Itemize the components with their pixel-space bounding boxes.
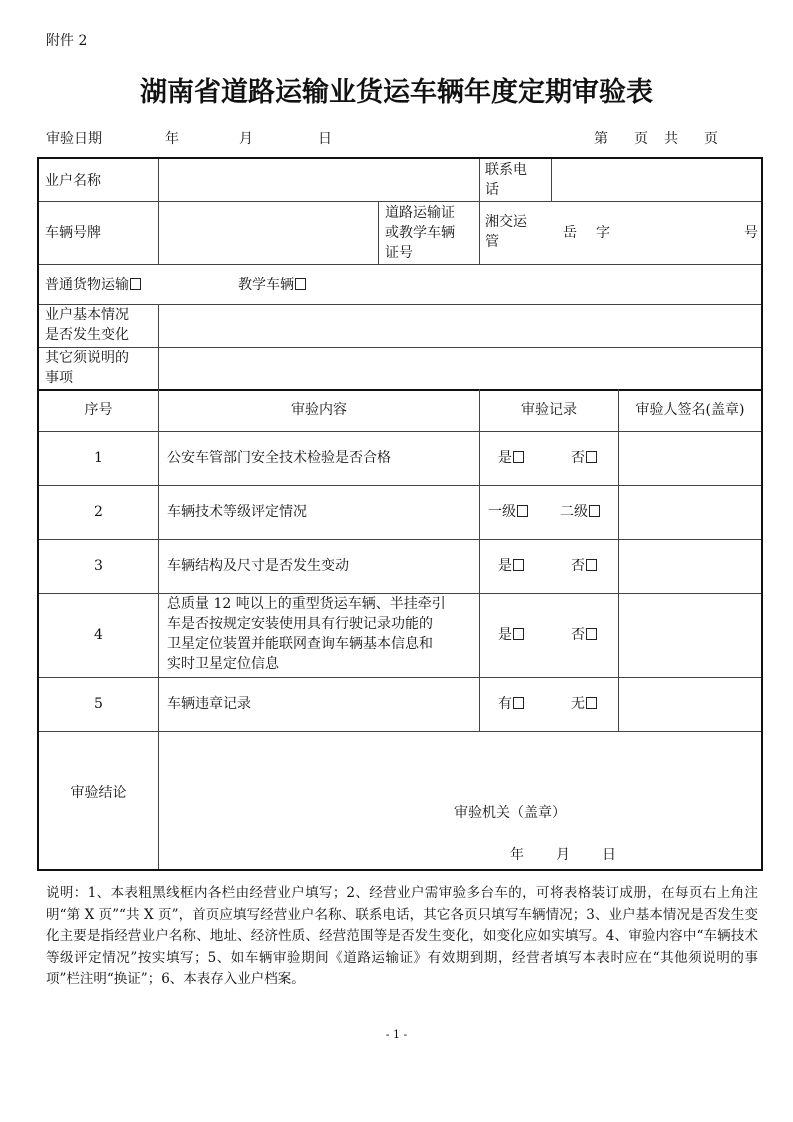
conclusion-month[interactable]: 月 [556,847,570,863]
permit-zi: 字 [596,225,610,241]
item-5-signature[interactable] [619,678,761,731]
checkbox-icon[interactable] [586,628,597,640]
plate-label: 车辆号牌 [45,225,101,241]
phone-label-line1: 联系电 [485,162,527,178]
header-record: 审验记录 [521,402,577,418]
item-4-opt1[interactable] [498,625,524,645]
permit-label-line1: 道路运输证 [385,205,455,221]
permit-hao: 号 [744,225,758,241]
checkbox-icon[interactable] [513,697,524,709]
item-2-opt2[interactable] [560,502,600,522]
checkbox-icon[interactable] [589,505,600,517]
conclusion-label: 审验结论 [70,785,127,801]
row-divider [39,201,761,202]
item-4-signature[interactable] [619,594,761,677]
item-5-opt1[interactable] [498,694,524,714]
option-label: 是 [498,627,512,643]
conclusion-year[interactable]: 年 [510,847,524,863]
item-3-opt1[interactable] [498,556,524,576]
checkbox-icon[interactable] [513,628,524,640]
other-label-line2: 事项 [45,370,73,386]
instructions-note: 说明：1、本表粗黑线框内各栏由经营业户填写；2、经营业户需审验多台车的，可将表格装订成册，在每页右上角注明“第 X 页”“共 X 页”，首页应填写经营业户名称、联系电话，其它各页只填写车辆情况；3、业户基本情况是否发生变化主要是指经营业户名称、地址、经济性质、经营范围等是否发生变化，如变化应如实填写。4、审验内容中“车辆技术等级评定情况”按实填写；5、如车辆审验期间《道路运输证》有效期到期，经营者填写本表时应在“其他须说明的事项”栏注明“换证”；6、本表存入业户档案。 [46,885,758,987]
page-title: 湖南省道路运输业货运车辆年度定期审验表 [140,77,653,108]
phone-field[interactable] [552,159,761,201]
item-2-signature[interactable] [619,486,761,539]
item-3-signature[interactable] [619,540,761,593]
item-2-no: 2 [94,504,103,520]
checkbox-icon[interactable] [513,451,524,463]
audit-form-table [37,157,763,871]
type-teaching-checkbox[interactable] [238,275,306,295]
col-divider [479,159,480,264]
col-divider [378,201,379,264]
checkbox-icon[interactable] [295,278,306,290]
checkbox-icon[interactable] [513,559,524,571]
owner-name-label: 业户名称 [45,173,101,189]
option-label: 是 [498,450,512,466]
col-divider [479,389,480,731]
other-label-line1: 其它须说明的 [45,350,129,366]
header-no: 序号 [84,402,113,418]
permit-yue: 岳 [563,225,577,241]
date-year[interactable]: 年 [165,131,179,147]
type-teaching-label: 教学车辆 [238,277,294,293]
permit-prefix-line2: 管 [485,234,499,250]
item-1-opt1[interactable] [498,448,524,468]
attachment-label: 附件 2 [46,33,88,49]
change-label-line2: 是否发生变化 [45,327,129,343]
checkbox-icon[interactable] [586,451,597,463]
item-5-no: 5 [94,696,103,712]
checkbox-icon[interactable] [517,505,528,517]
item-4-content-line1: 总质量 12 吨以上的重型货运车辆、半挂牵引 [167,596,446,612]
option-label: 有 [498,696,512,712]
checkbox-icon[interactable] [130,278,141,290]
option-label: 是 [498,558,512,574]
item-4-content-line4: 实时卫星定位信息 [167,656,279,672]
item-4-no: 4 [94,627,103,643]
owner-name-field[interactable] [159,159,479,201]
header-signature: 审验人签名(盖章) [635,402,745,418]
date-day[interactable]: 日 [318,131,332,147]
plate-field[interactable] [159,202,378,264]
inspection-date-label: 审验日期 [46,131,102,147]
header-content: 审验内容 [291,402,347,418]
item-1-content: 公安车管部门安全技术检验是否合格 [167,450,391,466]
item-4-content-line2: 车是否按规定安装使用具有行驶记录功能的 [167,616,433,632]
item-5-content: 车辆违章记录 [167,696,251,712]
item-1-signature[interactable] [619,432,761,485]
page-total-unit: 页 [704,131,718,147]
option-label: 否 [571,627,585,643]
item-4-content-line3: 卫星定位装置并能联网查询车辆基本信息和 [167,636,433,652]
permit-prefix-line1: 湘交运 [485,214,527,230]
page-no-prefix: 第 [594,131,608,147]
date-month[interactable]: 月 [239,131,253,147]
item-1-opt2[interactable] [571,448,597,468]
row-divider [39,264,761,265]
thick-row-divider [39,389,761,391]
permit-label-line3: 证号 [385,245,413,261]
page-total-prefix: 共 [664,131,678,147]
option-label: 二级 [560,504,588,520]
option-label: 无 [571,696,585,712]
option-label: 否 [571,558,585,574]
other-field[interactable] [159,348,761,389]
page-number: - 1 - [385,1028,408,1041]
checkbox-icon[interactable] [586,697,597,709]
item-4-opt2[interactable] [571,625,597,645]
phone-label-line2: 话 [485,182,499,198]
item-2-opt1[interactable] [488,502,528,522]
type-general-label: 普通货物运输 [45,277,129,293]
conclusion-day[interactable]: 日 [602,847,616,863]
type-general-checkbox[interactable] [45,275,141,295]
option-label: 一级 [488,504,516,520]
change-field[interactable] [159,305,761,347]
change-label-line1: 业户基本情况 [45,307,129,323]
item-3-opt2[interactable] [571,556,597,576]
item-5-opt2[interactable] [571,694,597,714]
conclusion-field[interactable] [159,732,761,869]
item-2-content: 车辆技术等级评定情况 [167,504,307,520]
item-3-no: 3 [94,558,103,574]
permit-label-line2: 或教学车辆 [385,225,455,241]
conclusion-authority: 审验机关（盖章） [454,805,566,821]
item-1-no: 1 [94,450,103,466]
item-3-content: 车辆结构及尺寸是否发生变动 [167,558,349,574]
page-no-unit: 页 [634,131,648,147]
option-label: 否 [571,450,585,466]
checkbox-icon[interactable] [586,559,597,571]
